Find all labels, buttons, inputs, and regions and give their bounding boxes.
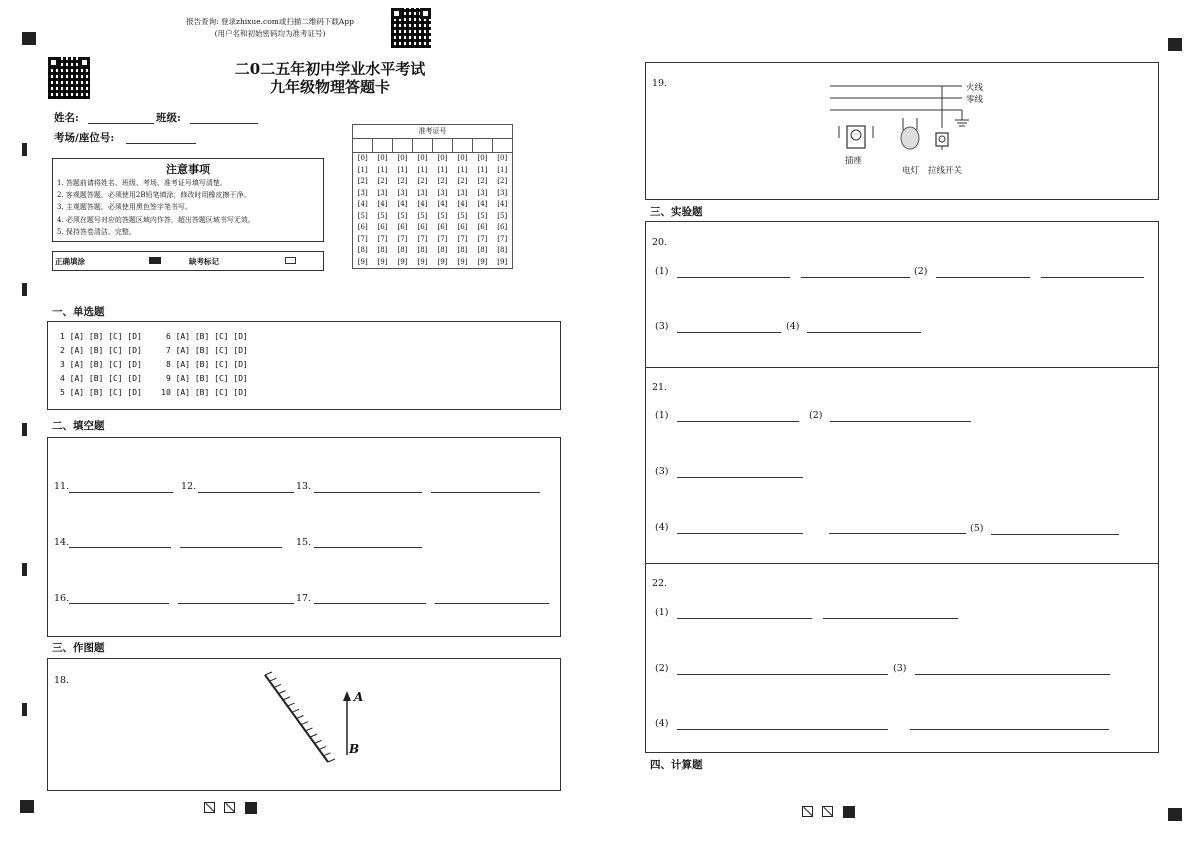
ticket-digit-bubble[interactable]: [2] <box>457 177 468 186</box>
ticket-number-grid <box>352 124 513 269</box>
ticket-digit-bubble[interactable]: [2] <box>497 177 508 186</box>
hatch-line <box>279 691 286 694</box>
corner-mark-top-right <box>1168 38 1182 51</box>
page-marker-box <box>802 806 813 817</box>
ticket-digit-bubble[interactable]: [6] <box>497 223 508 232</box>
ticket-digit-bubble[interactable]: [7] <box>477 234 488 243</box>
ticket-digit-bubble[interactable]: [6] <box>417 223 428 232</box>
hatch-line <box>292 709 299 712</box>
ticket-digit-bubble[interactable]: [7] <box>417 234 428 243</box>
point-b-label: B <box>349 742 360 756</box>
ticket-digit-bubble[interactable]: [0] <box>377 154 388 163</box>
q21-part4-label: (4) <box>655 522 669 533</box>
ticket-entry-cell[interactable] <box>493 139 513 153</box>
ticket-digit-bubble[interactable]: [5] <box>437 211 448 220</box>
mark-example-box <box>52 251 324 271</box>
ticket-digit-bubble[interactable]: [4] <box>497 200 508 209</box>
ticket-digit-bubble[interactable]: [4] <box>417 200 428 209</box>
q14-blank[interactable] <box>69 547 171 548</box>
ticket-digit-bubble[interactable]: [8] <box>437 246 448 255</box>
q11-label: 11. <box>54 481 70 492</box>
ticket-digit-bubble[interactable]: [5] <box>397 211 408 220</box>
lamp-symbol <box>901 127 919 149</box>
absent-mark-checkbox[interactable] <box>285 257 296 264</box>
ticket-entry-cell[interactable] <box>453 139 473 153</box>
ticket-digit-bubble[interactable]: [0] <box>397 154 408 163</box>
lamp-label: 电灯 <box>902 166 920 176</box>
class-field[interactable] <box>190 123 258 124</box>
ticket-digit-bubble[interactable]: [8] <box>477 246 488 255</box>
ticket-digit-bubble[interactable]: [3] <box>377 188 388 197</box>
ticket-digit-bubble[interactable]: [8] <box>497 246 508 255</box>
q17-blank-2[interactable] <box>435 603 549 604</box>
q21-part3-blank[interactable] <box>677 477 803 478</box>
class-label: 班级: <box>156 112 181 124</box>
ticket-digit-bubble[interactable]: [5] <box>377 211 388 220</box>
switch-label: 拉线开关 <box>928 166 963 176</box>
hatch-line <box>265 672 272 675</box>
q20-label: 20. <box>652 237 668 248</box>
neutral-wire-label: 零线 <box>966 95 984 105</box>
ticket-digit-bubble[interactable]: [3] <box>357 188 368 197</box>
q20-part4-label: (4) <box>786 321 800 332</box>
ticket-digit-bubble[interactable]: [4] <box>457 200 468 209</box>
ticket-digit-bubble[interactable]: [1] <box>357 165 368 174</box>
q22-part4-label: (4) <box>655 718 669 729</box>
page-marker-box <box>822 806 833 817</box>
ticket-digit-bubble[interactable]: [4] <box>477 200 488 209</box>
notes-title: 注意事项 <box>166 163 210 176</box>
notes-list <box>53 177 323 238</box>
mirror-hatching <box>265 672 335 762</box>
page-marker-filled <box>843 806 855 818</box>
notes-box <box>52 158 324 242</box>
ticket-digit-bubble[interactable]: [4] <box>397 200 408 209</box>
section-experiment-title: 三、实验题 <box>650 206 703 218</box>
ticket-digit-bubble[interactable]: [7] <box>397 234 408 243</box>
report-notice-line1: 报告查询: 登录zhixue.com或扫描二维码下载App <box>186 17 354 26</box>
q16-blank[interactable] <box>69 603 169 604</box>
ticket-digit-bubble[interactable]: [1] <box>477 165 488 174</box>
q20-part1-blank-2[interactable] <box>801 277 910 278</box>
page-marker-box <box>224 802 235 813</box>
ticket-digit-bubble[interactable]: [1] <box>437 165 448 174</box>
q22-part2-blank[interactable] <box>677 674 888 675</box>
ticket-digit-bubble[interactable]: [9] <box>497 257 508 266</box>
ticket-digit-bubble[interactable]: [9] <box>417 257 428 266</box>
q22-part2-label: (2) <box>655 663 669 674</box>
single-choice-rows <box>60 330 248 400</box>
ticket-digit-bubble[interactable]: [8] <box>397 246 408 255</box>
ticket-digit-bubble[interactable]: [5] <box>457 211 468 220</box>
single-choice-row[interactable]: 5 [A] [B] [C] [D] 10 [A] [B] [C] [D] <box>60 388 248 397</box>
object-arrow-head <box>343 691 351 701</box>
q22-part4-blank[interactable] <box>677 729 888 730</box>
ticket-digit-bubble[interactable]: [6] <box>377 223 388 232</box>
q20-part3-label: (3) <box>655 321 669 332</box>
q21-part3-label: (3) <box>655 466 669 477</box>
single-choice-box <box>47 321 561 410</box>
q12-blank[interactable] <box>198 492 294 493</box>
ticket-digit-bubble[interactable]: [9] <box>397 257 408 266</box>
q20-part4-blank[interactable] <box>807 332 921 333</box>
hatch-line <box>319 747 326 750</box>
q20-part2-label: (2) <box>914 266 928 277</box>
q13-blank[interactable] <box>314 492 422 493</box>
q13-label: 13. <box>296 481 312 492</box>
q20-part1-blank[interactable] <box>677 277 790 278</box>
q16-blank-2[interactable] <box>178 603 294 604</box>
q21-part2-label: (2) <box>809 410 823 421</box>
page-marker-filled <box>245 802 257 814</box>
socket-label: 插座 <box>845 156 863 166</box>
q22-part4-blank-2[interactable] <box>910 729 1109 730</box>
app-qr-code <box>391 8 431 48</box>
ticket-digit-bubble[interactable]: [9] <box>377 257 388 266</box>
section-drawing-title: 三、作图题 <box>52 642 105 654</box>
timing-mark <box>22 563 27 576</box>
hatch-line <box>324 753 331 756</box>
ticket-title: 准考证号 <box>353 125 513 139</box>
ticket-digit-bubble[interactable]: [3] <box>457 188 468 197</box>
ticket-digit-bubble[interactable]: [0] <box>477 154 488 163</box>
q21-part5-label: (5) <box>970 523 984 534</box>
q19-label: 19. <box>652 78 668 89</box>
section-single-choice-title: 一、单选题 <box>52 306 105 318</box>
ticket-digit-bubble[interactable]: [6] <box>457 223 468 232</box>
corner-mark-top-left <box>22 32 36 45</box>
hatch-line <box>283 697 290 700</box>
title-line2: 九年级物理答题卡 <box>269 78 390 96</box>
timing-mark <box>22 143 27 156</box>
corner-mark-bottom-right <box>1168 808 1182 821</box>
ticket-digit-bubble[interactable]: [7] <box>497 234 508 243</box>
ticket-digit-bubble[interactable]: [5] <box>497 211 508 220</box>
note-item: 4. 必须在题号对应的答题区域内作答，超出答题区域书写无效。 <box>57 215 255 224</box>
ticket-entry-cell[interactable] <box>413 139 433 153</box>
note-item: 1. 答题前请将姓名、班级、考场、准考证号填写清楚。 <box>57 179 227 187</box>
ticket-digit-bubble[interactable]: [9] <box>437 257 448 266</box>
ticket-digit-bubble[interactable]: [6] <box>357 223 368 232</box>
ticket-digit-bubble[interactable]: [7] <box>357 234 368 243</box>
correct-mark-label: 正确填涂 <box>55 257 85 266</box>
note-item: 5. 保持答卷清洁、完整。 <box>57 227 136 236</box>
ticket-digit-bubble[interactable]: [3] <box>497 188 508 197</box>
ticket-digit-bubble[interactable]: [2] <box>477 177 488 186</box>
hatch-line <box>274 684 281 687</box>
ticket-digit-bubble[interactable]: [3] <box>437 188 448 197</box>
q18-label: 18. <box>54 675 70 686</box>
timing-mark <box>22 283 27 296</box>
seat-label: 考场/座位号: <box>54 132 115 144</box>
q22-part3-blank[interactable] <box>915 674 1110 675</box>
socket-symbol <box>847 126 865 148</box>
single-choice-row[interactable]: 3 [A] [B] [C] [D] 8 [A] [B] [C] [D] <box>60 360 248 369</box>
q20-part3-blank[interactable] <box>677 332 781 333</box>
ticket-digit-bubble[interactable]: [6] <box>397 223 408 232</box>
report-notice <box>170 16 370 40</box>
ticket-digit-bubble[interactable]: [0] <box>457 154 468 163</box>
student-qr-code <box>48 57 90 99</box>
experiment-divider-2 <box>646 563 1158 564</box>
hatch-line <box>301 722 308 725</box>
ticket-digit-bubble[interactable]: [2] <box>357 177 368 186</box>
timing-mark <box>22 423 27 436</box>
ticket-digit-bubble[interactable]: [3] <box>477 188 488 197</box>
hatch-line <box>315 740 322 743</box>
ticket-digit-bubble[interactable]: [9] <box>357 257 368 266</box>
point-a-label: A <box>354 690 364 704</box>
q21-label: 21. <box>652 382 668 393</box>
q20-part2-blank[interactable] <box>936 277 1030 278</box>
ticket-digit-bubble[interactable]: [3] <box>417 188 428 197</box>
ticket-entry-cell[interactable] <box>433 139 453 153</box>
ticket-digit-bubble[interactable]: [2] <box>437 177 448 186</box>
experiment-divider-1 <box>646 367 1158 368</box>
q21-part4-blank-2[interactable] <box>829 533 966 534</box>
ticket-digit-bubble[interactable]: [2] <box>417 177 428 186</box>
title-line1: 二0二五年初中学业水平考试 <box>234 60 426 78</box>
ticket-digit-bubble[interactable]: [1] <box>497 165 508 174</box>
q17-blank[interactable] <box>314 603 426 604</box>
q21-part2-blank[interactable] <box>830 421 971 422</box>
q17-label: 17. <box>296 593 312 604</box>
hatch-line <box>297 716 304 719</box>
ticket-digit-bubble[interactable]: [1] <box>457 165 468 174</box>
ticket-digit-bubble[interactable]: [5] <box>357 211 368 220</box>
q16-label: 16. <box>54 593 70 604</box>
ticket-digit-bubble[interactable]: [4] <box>437 200 448 209</box>
q21-part5-blank[interactable] <box>991 534 1119 535</box>
ticket-digit-bubble[interactable]: [7] <box>457 234 468 243</box>
ticket-entry-cell[interactable] <box>353 139 373 153</box>
q15-blank[interactable] <box>314 547 422 548</box>
q21-part1-label: (1) <box>655 410 669 421</box>
hatch-line <box>306 728 313 731</box>
ticket-digit-bubble[interactable]: [8] <box>357 246 368 255</box>
q22-part1-label: (1) <box>655 607 669 618</box>
switch-symbol <box>936 133 948 146</box>
q13-blank-2[interactable] <box>431 492 540 493</box>
single-choice-row[interactable]: 1 [A] [B] [C] [D] 6 [A] [B] [C] [D] <box>60 332 248 341</box>
page-marker-box <box>204 802 215 813</box>
correct-mark-sample <box>149 257 161 264</box>
ticket-digit-bubble[interactable]: [2] <box>377 177 388 186</box>
circuit-diagram <box>825 78 985 150</box>
ticket-digit-bubble[interactable]: [7] <box>377 234 388 243</box>
ticket-digit-bubble[interactable]: [0] <box>497 154 508 163</box>
corner-mark-bottom-left <box>20 800 34 813</box>
report-notice-line2: (用户名和初始密码均为准考证号) <box>214 29 326 38</box>
hatch-line <box>288 703 295 706</box>
ticket-digit-bubble[interactable]: [1] <box>397 165 408 174</box>
q21-part4-blank[interactable] <box>677 533 803 534</box>
ticket-digit-bubble[interactable]: [4] <box>377 200 388 209</box>
note-item: 2. 客观题答题，必须使用2B铅笔填涂，修改时用橡皮擦干净。 <box>57 191 251 200</box>
ticket-digit-bubble[interactable]: [1] <box>377 165 388 174</box>
section-calculation-title: 四、计算题 <box>650 759 703 771</box>
ticket-digit-bubble[interactable]: [8] <box>417 246 428 255</box>
ticket-digit-bubble[interactable]: [1] <box>417 165 428 174</box>
q20-part1-label: (1) <box>655 266 669 277</box>
ticket-entry-cell[interactable] <box>373 139 393 153</box>
ticket-digit-bubble[interactable]: [8] <box>377 246 388 255</box>
q14-label: 14. <box>54 537 70 548</box>
note-item: 3. 主观题答题，必须使用黑色签字笔书写。 <box>57 203 192 212</box>
ticket-digit-bubble[interactable]: [6] <box>477 223 488 232</box>
ticket-digit-bubble[interactable]: [0] <box>437 154 448 163</box>
ticket-digit-bubble[interactable]: [7] <box>437 234 448 243</box>
ticket-digit-bubble[interactable]: [5] <box>477 211 488 220</box>
q21-part1-blank[interactable] <box>677 421 799 422</box>
q22-part3-label: (3) <box>893 663 907 674</box>
ticket-entry-cell[interactable] <box>393 139 413 153</box>
q12-label: 12. <box>181 481 197 492</box>
hatch-line <box>328 759 335 762</box>
seat-field[interactable] <box>126 143 196 144</box>
section-fill-blank-title: 二、填空题 <box>52 420 105 432</box>
ticket-digit-bubble[interactable]: [9] <box>477 257 488 266</box>
q22-label: 22. <box>652 578 668 589</box>
ticket-digit-bubble[interactable]: [6] <box>437 223 448 232</box>
ticket-digit-bubble[interactable]: [0] <box>417 154 428 163</box>
single-choice-row[interactable]: 2 [A] [B] [C] [D] 7 [A] [B] [C] [D] <box>60 346 248 355</box>
ticket-digit-bubble[interactable]: [4] <box>357 200 368 209</box>
ticket-digit-bubble[interactable]: [5] <box>417 211 428 220</box>
q22-part1-blank-2[interactable] <box>823 618 958 619</box>
ticket-digit-bubble[interactable]: [2] <box>397 177 408 186</box>
q20-part2-blank-2[interactable] <box>1041 277 1144 278</box>
ticket-digit-bubble[interactable]: [3] <box>397 188 408 197</box>
q15-label: 15. <box>296 537 312 548</box>
ticket-digit-bubble[interactable]: [0] <box>357 154 368 163</box>
hatch-line <box>310 734 317 737</box>
ticket-digit-bubble[interactable]: [8] <box>457 246 468 255</box>
q14-blank-2[interactable] <box>180 547 282 548</box>
live-wire-label: 火线 <box>966 83 984 93</box>
page-title <box>200 60 460 96</box>
single-choice-row[interactable]: 4 [A] [B] [C] [D] 9 [A] [B] [C] [D] <box>60 374 248 383</box>
name-field[interactable] <box>88 123 154 124</box>
timing-mark <box>22 703 27 716</box>
ticket-entry-cell[interactable] <box>473 139 493 153</box>
hatch-line <box>270 678 277 681</box>
ticket-digit-bubble[interactable]: [9] <box>457 257 468 266</box>
q11-blank[interactable] <box>69 492 173 493</box>
name-label: 姓名: <box>54 112 79 124</box>
absent-mark-label: 缺考标记 <box>189 257 219 266</box>
q22-part1-blank[interactable] <box>677 618 812 619</box>
